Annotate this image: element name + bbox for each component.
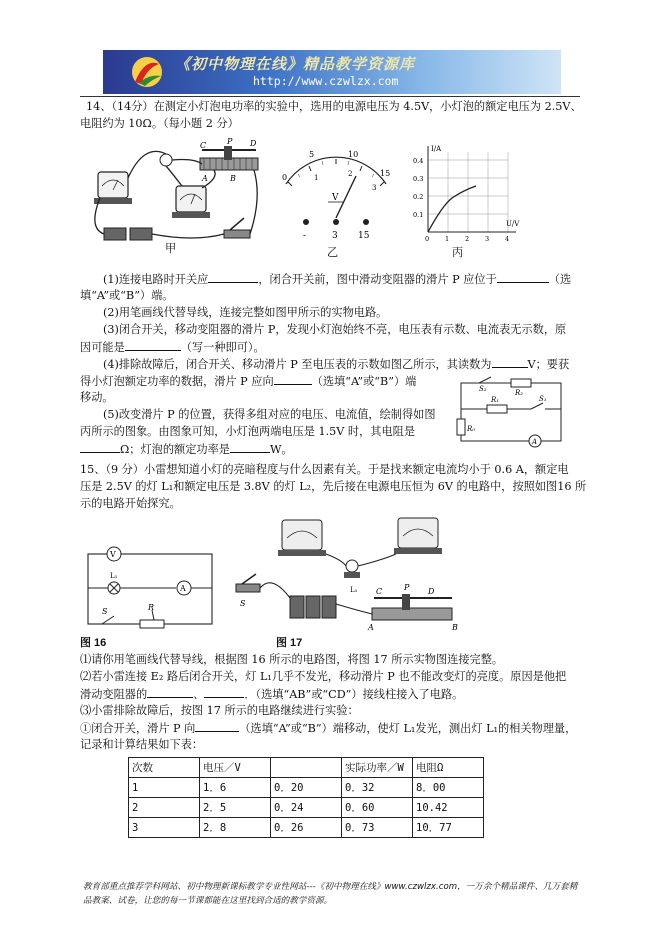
figure-jia-circuit — [84, 138, 264, 248]
fig17-s-label: S — [240, 599, 246, 608]
svg-text:P: P — [227, 138, 233, 146]
fig17-label: 图 17 — [276, 637, 303, 649]
fig17-d-label: D — [428, 587, 435, 596]
svg-text:B: B — [230, 174, 236, 183]
table-row — [129, 818, 484, 838]
q14-s3: (3)闭合开关，移动变阻器的滑片 P，发现小灯泡始终不亮，电压表有示数、电流表无示数，原 — [103, 323, 567, 336]
dial-needle — [336, 176, 356, 218]
table-cell: 0．24 — [271, 798, 342, 818]
q15-s3: ⑶小雷排除故障后，按图 17 所示的电路继续进行实验： — [80, 704, 359, 717]
table-cell: 0．32 — [342, 778, 413, 798]
answer-blank[interactable] — [147, 685, 193, 698]
table-cell: 0．26 — [271, 818, 342, 838]
graph-ytick: 0.1 — [413, 211, 424, 219]
table-header-cell — [271, 758, 342, 778]
q15-line1: 15、（9 分）小雷想知道小灯的亮暗程度与什么因素有关。于是找来额定电流均小于 0.6 A，额定电 — [80, 463, 569, 476]
q14-s4-cont: 得小灯泡额定功率的数据，滑片 P 应向 （选填“A”或“B”）端 — [80, 372, 416, 390]
q14-s3-cont: 因可能是 （写一种即可）。 — [80, 338, 265, 356]
label-a: A — [532, 438, 538, 446]
answer-blank[interactable] — [274, 372, 312, 385]
fig17-b-label: B — [452, 623, 458, 632]
site-banner — [103, 50, 561, 94]
ammeter-icon — [398, 518, 438, 548]
fig17-l1-label: L₁ — [350, 586, 358, 594]
dial-terminal-neg: - — [303, 231, 307, 241]
fig17-p-label: P — [404, 583, 410, 592]
graph-ytick: 0.3 — [413, 175, 424, 183]
svg-text:D: D — [250, 139, 257, 148]
q14-s5-end: Ω；灯泡的额定功率是 W。 — [80, 440, 293, 458]
fig16-a-label: A — [180, 584, 186, 593]
table-cell: 3 — [129, 818, 200, 838]
label-s2: S₂ — [479, 385, 487, 393]
answer-blank[interactable] — [80, 440, 120, 453]
banner-url[interactable]: http://www.czwlzx.com — [253, 74, 399, 88]
q14-intro-line2: 电阻约为 10Ω。（每小题 2 分） — [80, 117, 239, 130]
fig16-label: 图 16 — [80, 637, 107, 649]
figure-17-setup — [232, 514, 482, 634]
table-cell: 0．73 — [342, 818, 413, 838]
graph-ytick: 0.2 — [413, 193, 424, 201]
page-footer: 教育部重点推荐学科网站、初中物理新课标教学专业性网站---《初中物理在线》www.czwlzx.com，一万余个精品课件、几万套精品教案、试卷，让您的每一节课都能在这里找到合适的教学资源。 — [83, 882, 578, 906]
q15-s2-cont: 滑动变阻器的 、 ．（选填“AB”或“CD”）接线柱接入了电路。 — [80, 685, 463, 703]
fig-yi-label: 乙 — [327, 246, 339, 259]
table-cell: 0．20 — [271, 778, 342, 798]
fig16-l1-label: L₁ — [110, 572, 118, 580]
fig16-r-label: R — [148, 603, 155, 612]
dial-scale-0: 0 — [282, 173, 288, 182]
q14-s5: (5)改变滑片 P 的位置，获得多组对应的电压、电流值，绘制得如图 — [103, 408, 436, 421]
q15-s3-1-cont: 记录和计算结果如下表： — [80, 738, 204, 751]
table-header-cell: 实际功率／W — [342, 758, 413, 778]
fig17-c-label: C — [376, 587, 383, 596]
q14-s1-cont: 填“A”或“B”）端。 — [80, 289, 174, 302]
answer-blank[interactable] — [125, 338, 181, 351]
table-cell: 10.42 — [413, 798, 484, 818]
table-cell: 1 — [129, 778, 200, 798]
q14-s4: (4)排除故障后，闭合开关、移动滑片 P 至电压表的示数如图乙所示，其读数为 V；要获 — [103, 355, 569, 373]
label-s1: S₁ — [539, 395, 547, 403]
answer-blank[interactable] — [195, 719, 239, 732]
header-rule — [80, 96, 580, 97]
table-cell: 0．60 — [342, 798, 413, 818]
figure-bing-graph — [412, 142, 522, 246]
table-row — [129, 798, 484, 818]
svg-text:C: C — [200, 141, 207, 150]
figure-16-circuit — [80, 536, 220, 630]
q14-s4-end: 移动。 — [80, 391, 114, 404]
answer-blank[interactable] — [497, 270, 549, 283]
q15-s2: ⑵若小雷连接 E₂ 路后闭合开关，灯 L₁几乎不发光，移动滑片 P 也不能改变灯的亮度。原因是他把 — [80, 670, 567, 683]
answer-blank[interactable] — [230, 440, 270, 453]
graph-ylabel: I/A — [431, 145, 442, 153]
svg-text:A: A — [202, 174, 208, 183]
fig16-v-label: V — [110, 550, 116, 559]
site-logo-icon — [127, 56, 167, 88]
answer-blank[interactable] — [208, 270, 258, 283]
q14-intro-line1: 14、（14分）在测定小灯泡电功率的实验中，选用的电源电压为 4.5V，小灯泡的额定电压为 2.5V、 — [86, 100, 582, 113]
graph-xtick: 1 — [445, 235, 450, 243]
graph-xtick: 4 — [505, 235, 510, 243]
dial-terminal-3: 3 — [332, 231, 338, 241]
answer-blank[interactable] — [492, 355, 528, 368]
results-table — [128, 757, 484, 838]
table-cell: 8．00 — [413, 778, 484, 798]
fig17-a-label: A — [368, 623, 374, 632]
label-r0: R₀ — [467, 425, 476, 433]
graph-xtick: 3 — [485, 235, 490, 243]
dial-unit: V — [332, 193, 339, 203]
dial-scale-15: 15 — [380, 169, 391, 178]
side-circuit-diagram — [455, 375, 567, 455]
dial-scale-3: 3 — [372, 184, 377, 192]
label-r2: R₂ — [515, 389, 524, 397]
fig-jia-label: 甲 — [165, 242, 177, 255]
dial-scale-5: 5 — [309, 150, 315, 159]
fig16-s-label: S — [102, 607, 108, 616]
q15-s3-1: ①闭合开关，滑片 P 向 （选填“A”或“B”）端移动，使灯 L₁发光，测出灯 L₁的相关物理量， — [80, 719, 576, 737]
graph-xtick: 2 — [465, 235, 470, 243]
q15-s1: ⑴请你用笔画线代替导线，根据图 16 所示的电路图，将图 17 所示实物图连接完整。 — [80, 653, 504, 666]
dial-scale-10: 10 — [348, 150, 359, 159]
iu-curve — [428, 186, 476, 232]
table-cell: 1．6 — [200, 778, 271, 798]
label-r1: R₁ — [491, 396, 500, 404]
dial-terminal-15: 15 — [358, 231, 370, 241]
table-row — [129, 778, 484, 798]
table-header-cell: 电阻Ω — [413, 758, 484, 778]
q14-s5-cont: 丙所示的图象。由图象可知，小灯泡两端电压是 1.5V 时，其电阻是 — [80, 425, 416, 438]
table-cell: 10．77 — [413, 818, 484, 838]
table-header-row — [129, 758, 484, 778]
graph-ytick: 0.4 — [413, 157, 424, 165]
table-header-cell: 次数 — [129, 758, 200, 778]
answer-blank[interactable] — [204, 685, 244, 698]
banner-title: 《初中物理在线》精品教学资源库 — [175, 55, 416, 73]
q15-line3: 示的电路开始探究。 — [80, 497, 181, 510]
q15-line2: 压是 2.5V 的灯 L₁和额定电压是 3.8V 的灯 L₂，先后接在电源电压恒为 6V 的电路中，按照如图16 所 — [80, 480, 587, 493]
voltmeter-icon — [282, 520, 322, 550]
table-header-cell: 电压／V — [200, 758, 271, 778]
dial-scale-2: 2 — [348, 170, 353, 178]
dial-scale-1: 1 — [314, 174, 319, 182]
table-cell: 2 — [129, 798, 200, 818]
lamp-icon — [346, 560, 358, 572]
table-cell: 2．8 — [200, 818, 271, 838]
figure-yi-voltmeter — [276, 146, 396, 246]
table-cell: 2．5 — [200, 798, 271, 818]
fig-bing-label: 丙 — [452, 246, 464, 259]
q14-s2: (2)用笔画线代替导线，连接完整如图甲所示的实物电路。 — [103, 306, 388, 319]
graph-xlabel: U/V — [506, 220, 520, 228]
q14-s1: (1)连接电路时开关应 ，闭合开关前，图中滑动变阻器的滑片 P 应位于 （选 — [103, 270, 571, 288]
graph-xtick: 0 — [425, 235, 430, 243]
